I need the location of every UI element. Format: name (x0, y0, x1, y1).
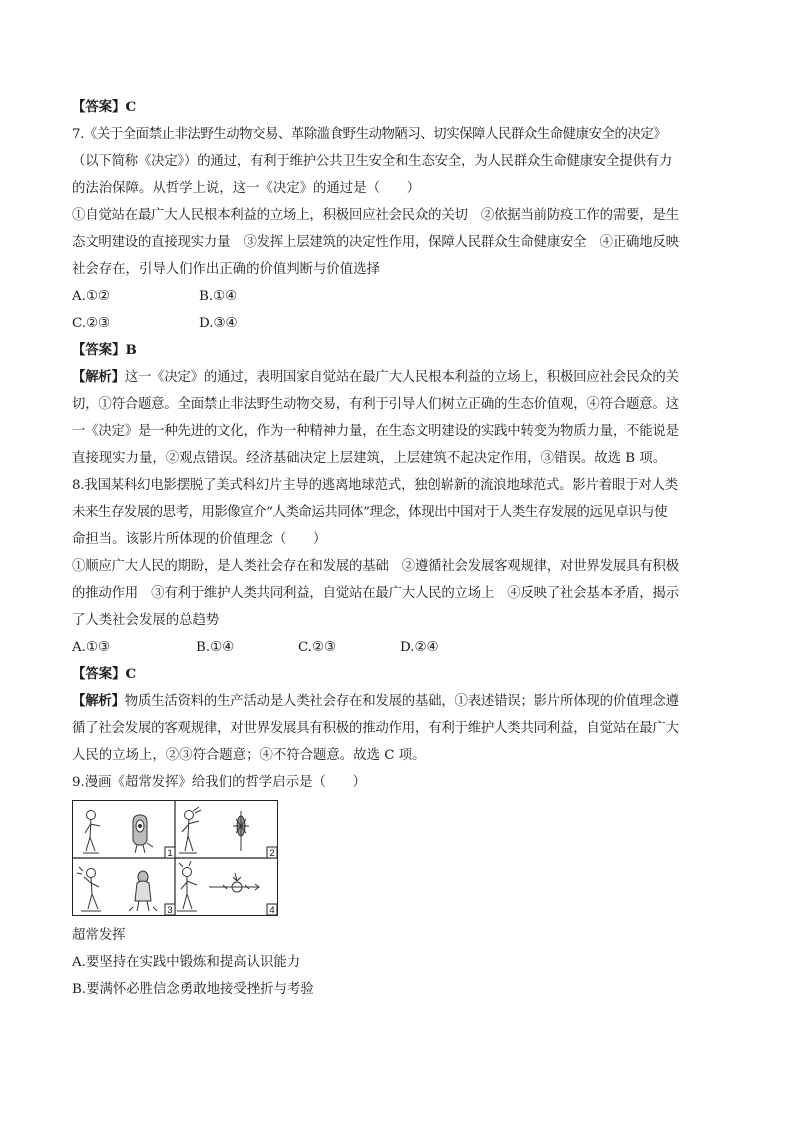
q8-analysis-text: 物质生活资料的生产活动是人类社会存在和发展的基础，①表述错误；影片所体现的价值理念遵 (124, 694, 679, 709)
q8-analysis-line: 人民的立场上，②③符合题意；④不符合题意。故选 C 项。 (72, 748, 426, 763)
q8-option-d: D.②④ (400, 640, 439, 655)
q7-analysis-line (72, 364, 724, 391)
q8-option-a: A.①③ (72, 640, 110, 655)
q7-analysis-line: 直接现实力量，②观点错误。经济基础决定上层建筑，上层建筑不起决定作用，③错误。故选 B 项。 (72, 451, 667, 466)
question-8 (72, 472, 724, 769)
q9-option-a: A.要坚持在实践中锻炼和提高认识能力 (72, 955, 301, 970)
q6-answer: 【答案】C (72, 99, 137, 115)
comic-drawing (73, 801, 277, 915)
q7-analysis-line: 切，①符合题意。全面禁止非法野生动物交易，有利于引导人们树立正确的生态价值观，④符合题意。这 (72, 397, 679, 412)
q9-stem: 9.漫画《超常发挥》给我们的哲学启示是（ ） (72, 775, 366, 790)
q7-analysis-label: 【解析】 (72, 369, 125, 385)
comic-illustration (72, 800, 278, 916)
question-7 (72, 121, 724, 472)
question-9 (72, 769, 724, 1003)
q8-analysis-label: 【解析】 (72, 693, 125, 709)
q8-options-row (72, 634, 724, 661)
panel-2-drawing (179, 807, 249, 853)
panel-3-drawing (77, 867, 157, 911)
q8-statement-line: 了人类社会发展的总趋势 (72, 613, 220, 628)
q7-option-b: B.①④ (199, 289, 238, 304)
q7-option-c: C.②③ (72, 316, 111, 331)
q8-analysis-line (72, 688, 724, 715)
q7-option-a: A.①② (72, 289, 110, 304)
q7-stem-line: 7.《关于全面禁止非法野生动物交易、革除滥食野生动物陋习、切实保障人民群众生命健康安全的决定》 (72, 127, 667, 142)
q7-statement-line: 社会存在，引导人们作出正确的价值判断与价值选择 (72, 262, 380, 277)
comic-caption: 超常发挥 (72, 928, 126, 943)
q8-option-b: B.①④ (196, 640, 235, 655)
q7-statement-line: 态文明建设的直接现实力量 ③发挥上层建筑的决定性作用，保障人民群众生命健康安全 ④正确地反映 (72, 235, 679, 250)
q8-stem-line: 8.我国某科幻电影摆脱了美式科幻片主导的逃离地球范式，独创崭新的流浪地球范式。影片着眼于对人类 (72, 478, 678, 493)
q7-options-row (72, 310, 724, 337)
q7-options-row (72, 283, 724, 310)
q7-stem-line: 的法治保障。从哲学上说，这一《决定》的通过是（ ） (72, 181, 421, 196)
panel-number-3: 3 (167, 905, 173, 915)
q8-answer: 【答案】C (72, 666, 137, 682)
panel-number-1: 1 (167, 848, 173, 859)
panel-1-drawing (83, 811, 153, 854)
q7-answer: 【答案】B (72, 342, 137, 358)
q9-option-b: B.要满怀必胜信念勇敢地接受挫折与考验 (72, 982, 314, 997)
q8-analysis-line: 循了社会发展的客观规律，对世界发展具有积极的推动作用，有利于维护人类共同利益，自觉站在最广大 (72, 721, 679, 736)
q7-stem-line: （以下简称《决定》）的通过，有利于维护公共卫生安全和生态安全，为人民群众生命健康安全提供有力 (72, 154, 673, 169)
q8-option-c: C.②③ (298, 640, 337, 655)
panel-4-drawing (177, 861, 259, 911)
q8-stem-line: 命担当。该影片所体现的价值理念（ ） (72, 532, 327, 547)
panel-number-4: 4 (269, 905, 275, 915)
q8-statement-line: ①顺应广大人民的期盼，是人类社会存在和发展的基础 ②遵循社会发展客观规律，对世界发展具有积极 (72, 559, 679, 574)
q7-analysis-line: 一《决定》是一种先进的文化，作为一种精神力量，在生态文明建设的实践中转变为物质力量，不能说是 (72, 424, 679, 439)
q7-option-d: D.③④ (199, 316, 238, 331)
q8-statement-line: 的推动作用 ③有利于维护人类共同利益，自觉站在最广大人民的立场上 ④反映了社会基本矛盾，揭示 (72, 586, 679, 601)
panel-number-2: 2 (269, 848, 275, 859)
document-page (72, 94, 724, 1003)
q7-analysis-text: 这一《决定》的通过，表明国家自觉站在最广大人民根本利益的立场上，积极回应社会民众的关 (124, 370, 679, 385)
q8-stem-line: 未来生存发展的思考，用影像宣介“人类命运共同体”理念，体现出中国对于人类生存发展的远见卓识与使 (72, 505, 668, 520)
q7-statement-line: ①自觉站在最广大人民根本利益的立场上，积极回应社会民众的关切 ②依据当前防疫工作的需要，是生 (72, 208, 679, 223)
